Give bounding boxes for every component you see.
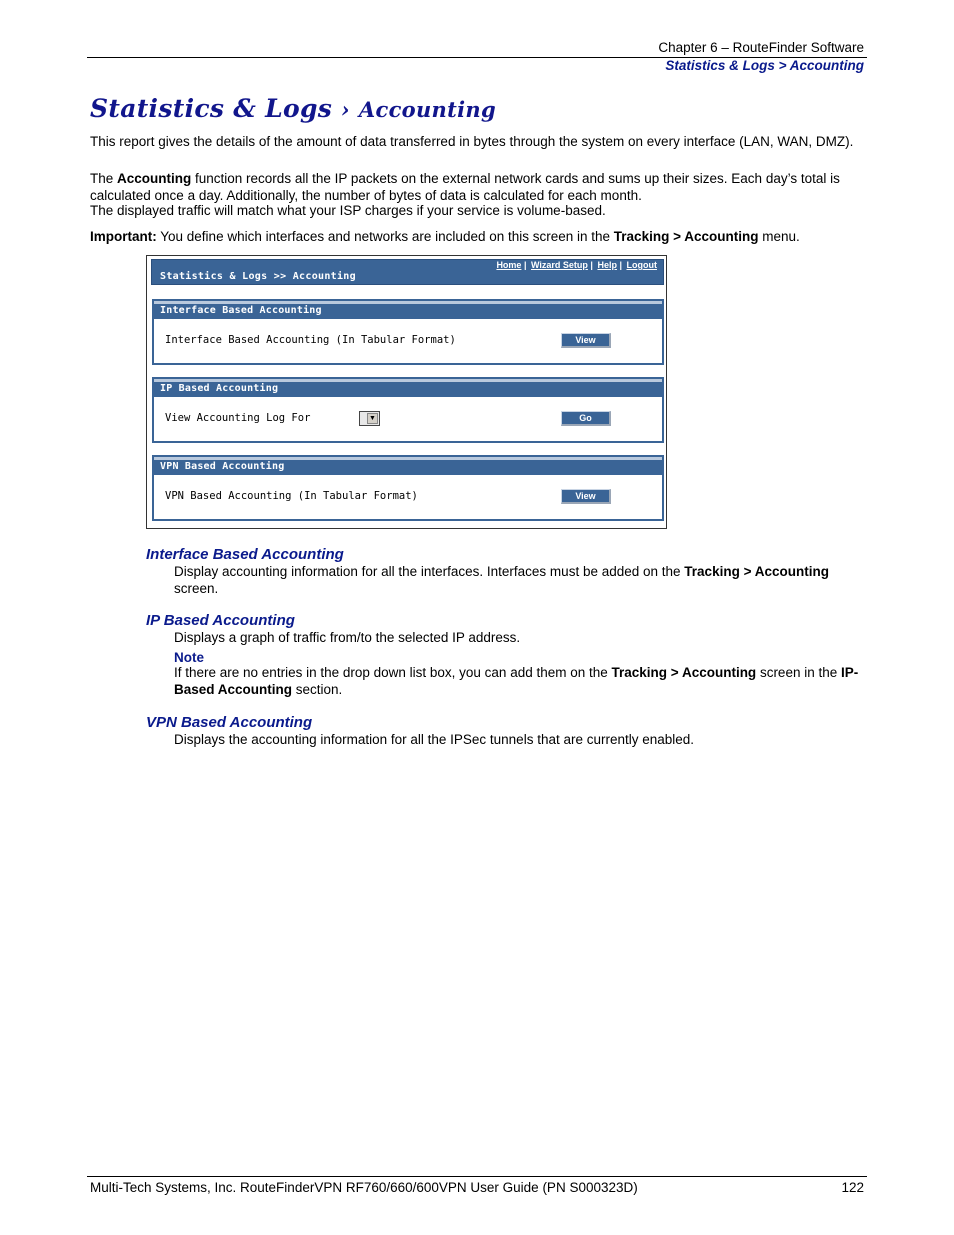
footer-text: Multi-Tech Systems, Inc. RouteFinderVPN RF760/660/600VPN User Guide (PN S000323D) — [90, 1180, 638, 1195]
page-title — [90, 94, 496, 123]
wizard-setup-link[interactable]: Wizard Setup — [530, 260, 588, 270]
note-text — [174, 665, 864, 698]
note-text-2: screen in the — [756, 665, 841, 680]
intro-paragraph-1: This report gives the details of the amount of data transferred in bytes through the system on every interface (LAN, WAN, DMZ). — [90, 134, 854, 149]
ip-accounting-section — [152, 377, 664, 443]
intro-p2-bold: Accounting — [117, 171, 192, 186]
intro-paragraph-3: The displayed traffic will match what your ISP charges if your service is volume-based. — [90, 203, 606, 218]
vpn-view-button[interactable]: View — [561, 489, 611, 504]
vpn-accounting-heading: VPN Based Accounting — [146, 714, 313, 731]
important-text: You define which interfaces and networks are included on this screen in the — [156, 229, 614, 244]
screenshot-topbar — [151, 259, 664, 285]
intro-p2-rest: function records all the IP packets on the external network cards and sums up their sizes. Each day’s total is calculated once a day. Additionally, the number of bytes of data is calculated for each month. — [90, 171, 840, 203]
ip-accounting-text: Displays a graph of traffic from/to the selected IP address. — [174, 630, 521, 645]
section-label: View Accounting Log For — [165, 412, 311, 424]
important-bold: Tracking > Accounting — [613, 229, 759, 244]
ip-go-button[interactable]: Go — [561, 411, 611, 426]
note-bold-1: Tracking > Accounting — [611, 665, 757, 680]
intro-p2-pre: The — [90, 171, 118, 186]
section-header: VPN Based Accounting — [154, 457, 662, 475]
chapter-heading: Chapter 6 – RouteFinder Software — [658, 40, 864, 55]
page-number: 122 — [841, 1180, 864, 1195]
important-end: menu. — [758, 229, 800, 244]
chevron-down-icon: ▼ — [367, 413, 378, 424]
interface-accounting-heading: Interface Based Accounting — [146, 546, 344, 563]
ip-accounting-heading: IP Based Accounting — [146, 612, 295, 629]
iface-text: Display accounting information for all the interfaces. Interfaces must be added on the — [174, 564, 685, 579]
note-text-3: section. — [292, 681, 343, 697]
topbar-links: Home | Wizard Setup | Help | Logout — [496, 260, 657, 270]
iface-end: screen. — [174, 580, 219, 596]
help-link[interactable]: Help — [597, 260, 617, 270]
note-label: Note — [174, 650, 204, 665]
footer-rule — [87, 1176, 867, 1177]
interface-view-button[interactable]: View — [561, 333, 611, 348]
home-link[interactable]: Home — [496, 260, 522, 270]
section-header: Interface Based Accounting — [154, 301, 662, 319]
page-title-main: Statistics & Logs — [90, 94, 333, 123]
interface-accounting-text — [174, 564, 864, 597]
page-title-sub: Accounting — [358, 97, 496, 122]
vpn-accounting-section — [152, 455, 664, 521]
note-text-1: If there are no entries in the drop down list box, you can add them on the — [174, 665, 612, 680]
important-label: Important: — [90, 229, 157, 244]
logout-link[interactable]: Logout — [626, 260, 657, 270]
vpn-accounting-text: Displays the accounting information for all the IPSec tunnels that are currently enabled. — [174, 732, 695, 747]
ip-log-dropdown[interactable] — [359, 411, 380, 426]
section-label: Interface Based Accounting (In Tabular Format) — [165, 334, 456, 346]
section-header: IP Based Accounting — [154, 379, 662, 397]
section-breadcrumb: Statistics & Logs > Accounting — [665, 58, 864, 73]
intro-paragraph-2 — [90, 171, 865, 204]
section-label: VPN Based Accounting (In Tabular Format) — [165, 490, 418, 502]
page-title-separator: › — [341, 97, 350, 122]
screenshot-page-title: Statistics & Logs >> Accounting — [160, 271, 356, 282]
iface-bold: Tracking > Accounting — [684, 564, 829, 579]
accounting-screenshot — [146, 255, 667, 529]
important-paragraph — [90, 229, 865, 246]
note-bold-2: IP-Based Accounting — [174, 665, 859, 697]
interface-accounting-section — [152, 299, 664, 365]
